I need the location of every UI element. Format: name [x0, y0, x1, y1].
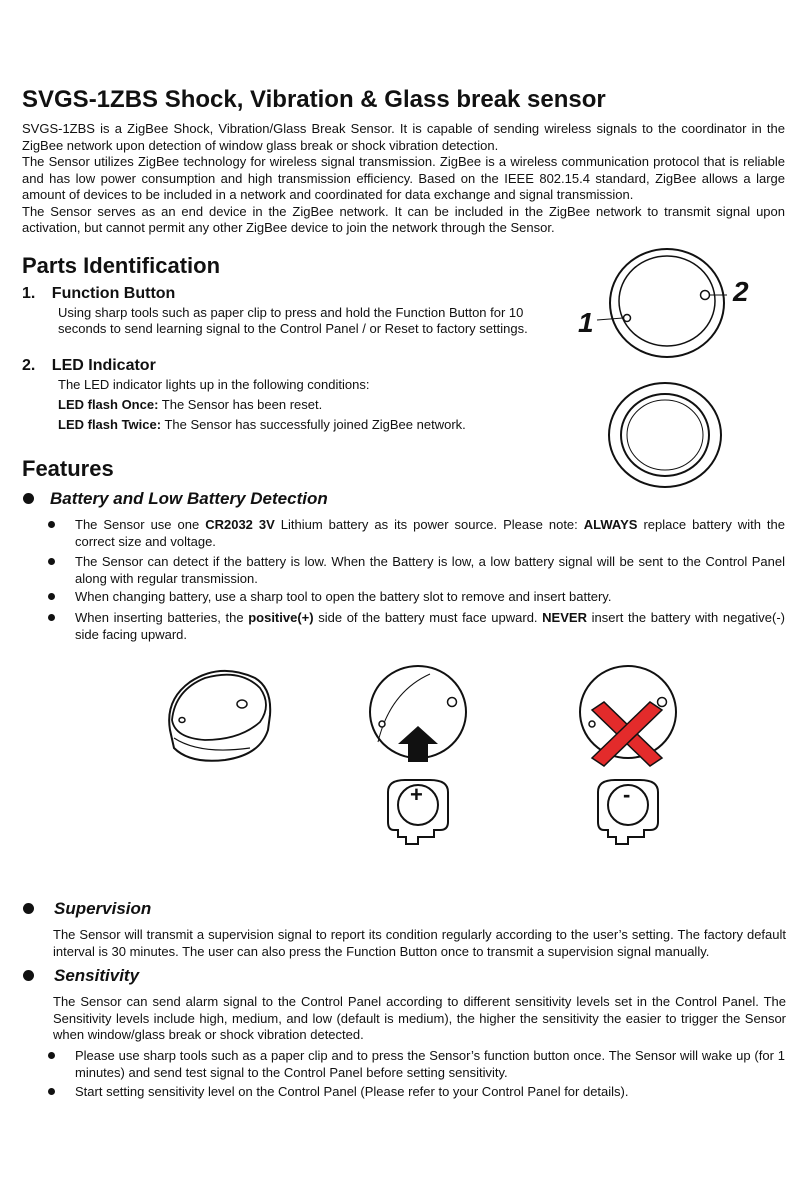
- battery-bullet-4-text-2: side of the battery must face upward.: [313, 610, 543, 625]
- led-flash-once: [58, 397, 322, 413]
- battery-type: CR2032 3V: [205, 517, 275, 532]
- battery-bullet-1-text-2: Lithium battery as its power source. Please note:: [274, 517, 584, 532]
- battery-always: ALWAYS: [583, 517, 638, 532]
- battery-bullet-1-text: The Sensor use one: [75, 517, 206, 532]
- battery-bullet-1: [75, 517, 785, 550]
- callout-1: 1: [578, 307, 594, 338]
- supervision-text: The Sensor will transmit a supervision signal to report its condition regularly according to the user’s setting. The factory default interval is 30 minutes. The user can also press the Function Button once to transmit a supervision signal manually.: [53, 927, 786, 959]
- battery-bullet-4: [75, 610, 785, 643]
- bullet-dot: [23, 970, 34, 981]
- intro-paragraph-3: The Sensor serves as an end device in the ZigBee network. It can be included in the ZigBee network to transmit signal upon activation, but cannot permit any other ZigBee device to join the network through the Sensor.: [22, 203, 785, 235]
- bullet-dot: [48, 1088, 55, 1095]
- features-heading: Features: [22, 456, 114, 481]
- battery-wrong-illustration: [570, 662, 690, 862]
- supervision-heading: Supervision: [54, 899, 152, 918]
- led-indicator-number: 2.: [22, 357, 36, 374]
- intro-section: [22, 121, 785, 237]
- sensor-bottom-diagram: [605, 380, 725, 490]
- minus-sign: -: [623, 782, 631, 807]
- bullet-dot: [48, 614, 55, 621]
- bullet-dot: [48, 558, 55, 565]
- led-indicator-title: LED Indicator: [51, 357, 156, 374]
- intro-paragraph-2: The Sensor utilizes ZigBee technology for wireless signal transmission. ZigBee is a wireless communication protocol that is reliable and has low power consumption and high transmission efficiency. Based on the IEEE 802.15.4 standard, ZigBee allows a large amount of devices to be included in a network and coordinated for data exchange and signal transmission.: [22, 154, 785, 202]
- sensitivity-bullet-2: Start setting sensitivity level on the Control Panel (Please refer to your Control Panel for details).: [75, 1084, 629, 1099]
- led-flash-twice-label: LED flash Twice:: [58, 417, 162, 432]
- battery-bullet-1-text-3: replace battery with the correct size and voltage.: [75, 517, 785, 549]
- function-button-title: Function Button: [51, 285, 176, 302]
- led-indicator-heading: [22, 357, 156, 375]
- sensitivity-text: The Sensor can send alarm signal to the Control Panel according to different sensitivity levels set in the Control Panel. The Sensitivity levels include high, medium, and low (default is medium), the higher the sensitivity the easier to trigger the Sensor when window/glass break or shock vibration detected.: [53, 994, 786, 1042]
- bullet-dot: [23, 493, 34, 504]
- intro-paragraph-1: SVGS-1ZBS is a ZigBee Shock, Vibration/Glass Break Sensor. It is capable of sending wireless signals to the coordinator in the ZigBee network upon detection of window glass break or shock vibration detection.: [22, 121, 785, 153]
- positive-side: positive(+): [248, 610, 314, 625]
- sensitivity-heading: Sensitivity: [54, 966, 140, 985]
- battery-bullet-3: When changing battery, use a sharp tool to open the battery slot to remove and insert battery.: [75, 589, 612, 604]
- function-button-number: 1.: [22, 285, 36, 302]
- sensitivity-bullet-1: Please use sharp tools such as a paper clip and to press the Sensor’s function button once. The Sensor will wake up (for 1 minutes) and send test signal to the Control Panel before setting sensitivity.: [75, 1048, 785, 1080]
- plus-sign: +: [410, 782, 423, 807]
- led-flash-twice: [58, 417, 466, 433]
- never-warning: NEVER: [542, 610, 587, 625]
- bullet-dot: [48, 1052, 55, 1059]
- led-flash-twice-text: The Sensor has successfully joined ZigBee network.: [161, 417, 466, 432]
- sensor-side-view-illustration: [160, 660, 280, 770]
- callout-2: 2: [733, 276, 749, 307]
- parts-heading: Parts Identification: [22, 253, 221, 278]
- battery-heading: Battery and Low Battery Detection: [50, 489, 328, 508]
- page-title: SVGS-1ZBS Shock, Vibration & Glass break sensor: [22, 86, 606, 113]
- function-button-description: Using sharp tools such as paper clip to press and hold the Function Button for 10 seconds to send learning signal to the Control Panel / or Reset to factory settings.: [58, 305, 528, 336]
- led-flash-once-text: The Sensor has been reset.: [158, 397, 323, 412]
- battery-correct-illustration: [360, 662, 480, 862]
- battery-bullet-4-text: When inserting batteries, the: [75, 610, 249, 625]
- function-button-heading: [22, 285, 175, 303]
- bullet-dot: [48, 593, 55, 600]
- led-indicator-description: The LED indicator lights up in the following conditions:: [58, 377, 370, 392]
- bullet-dot: [48, 521, 55, 528]
- battery-bullet-4-text-3: insert the battery with negative(-) side facing upward.: [75, 610, 786, 642]
- battery-bullet-2: The Sensor can detect if the battery is low. When the Battery is low, a low battery signal will be sent to the Control Panel along with regular transmission.: [75, 554, 785, 586]
- led-flash-once-label: LED flash Once:: [58, 397, 159, 412]
- bullet-dot: [23, 903, 34, 914]
